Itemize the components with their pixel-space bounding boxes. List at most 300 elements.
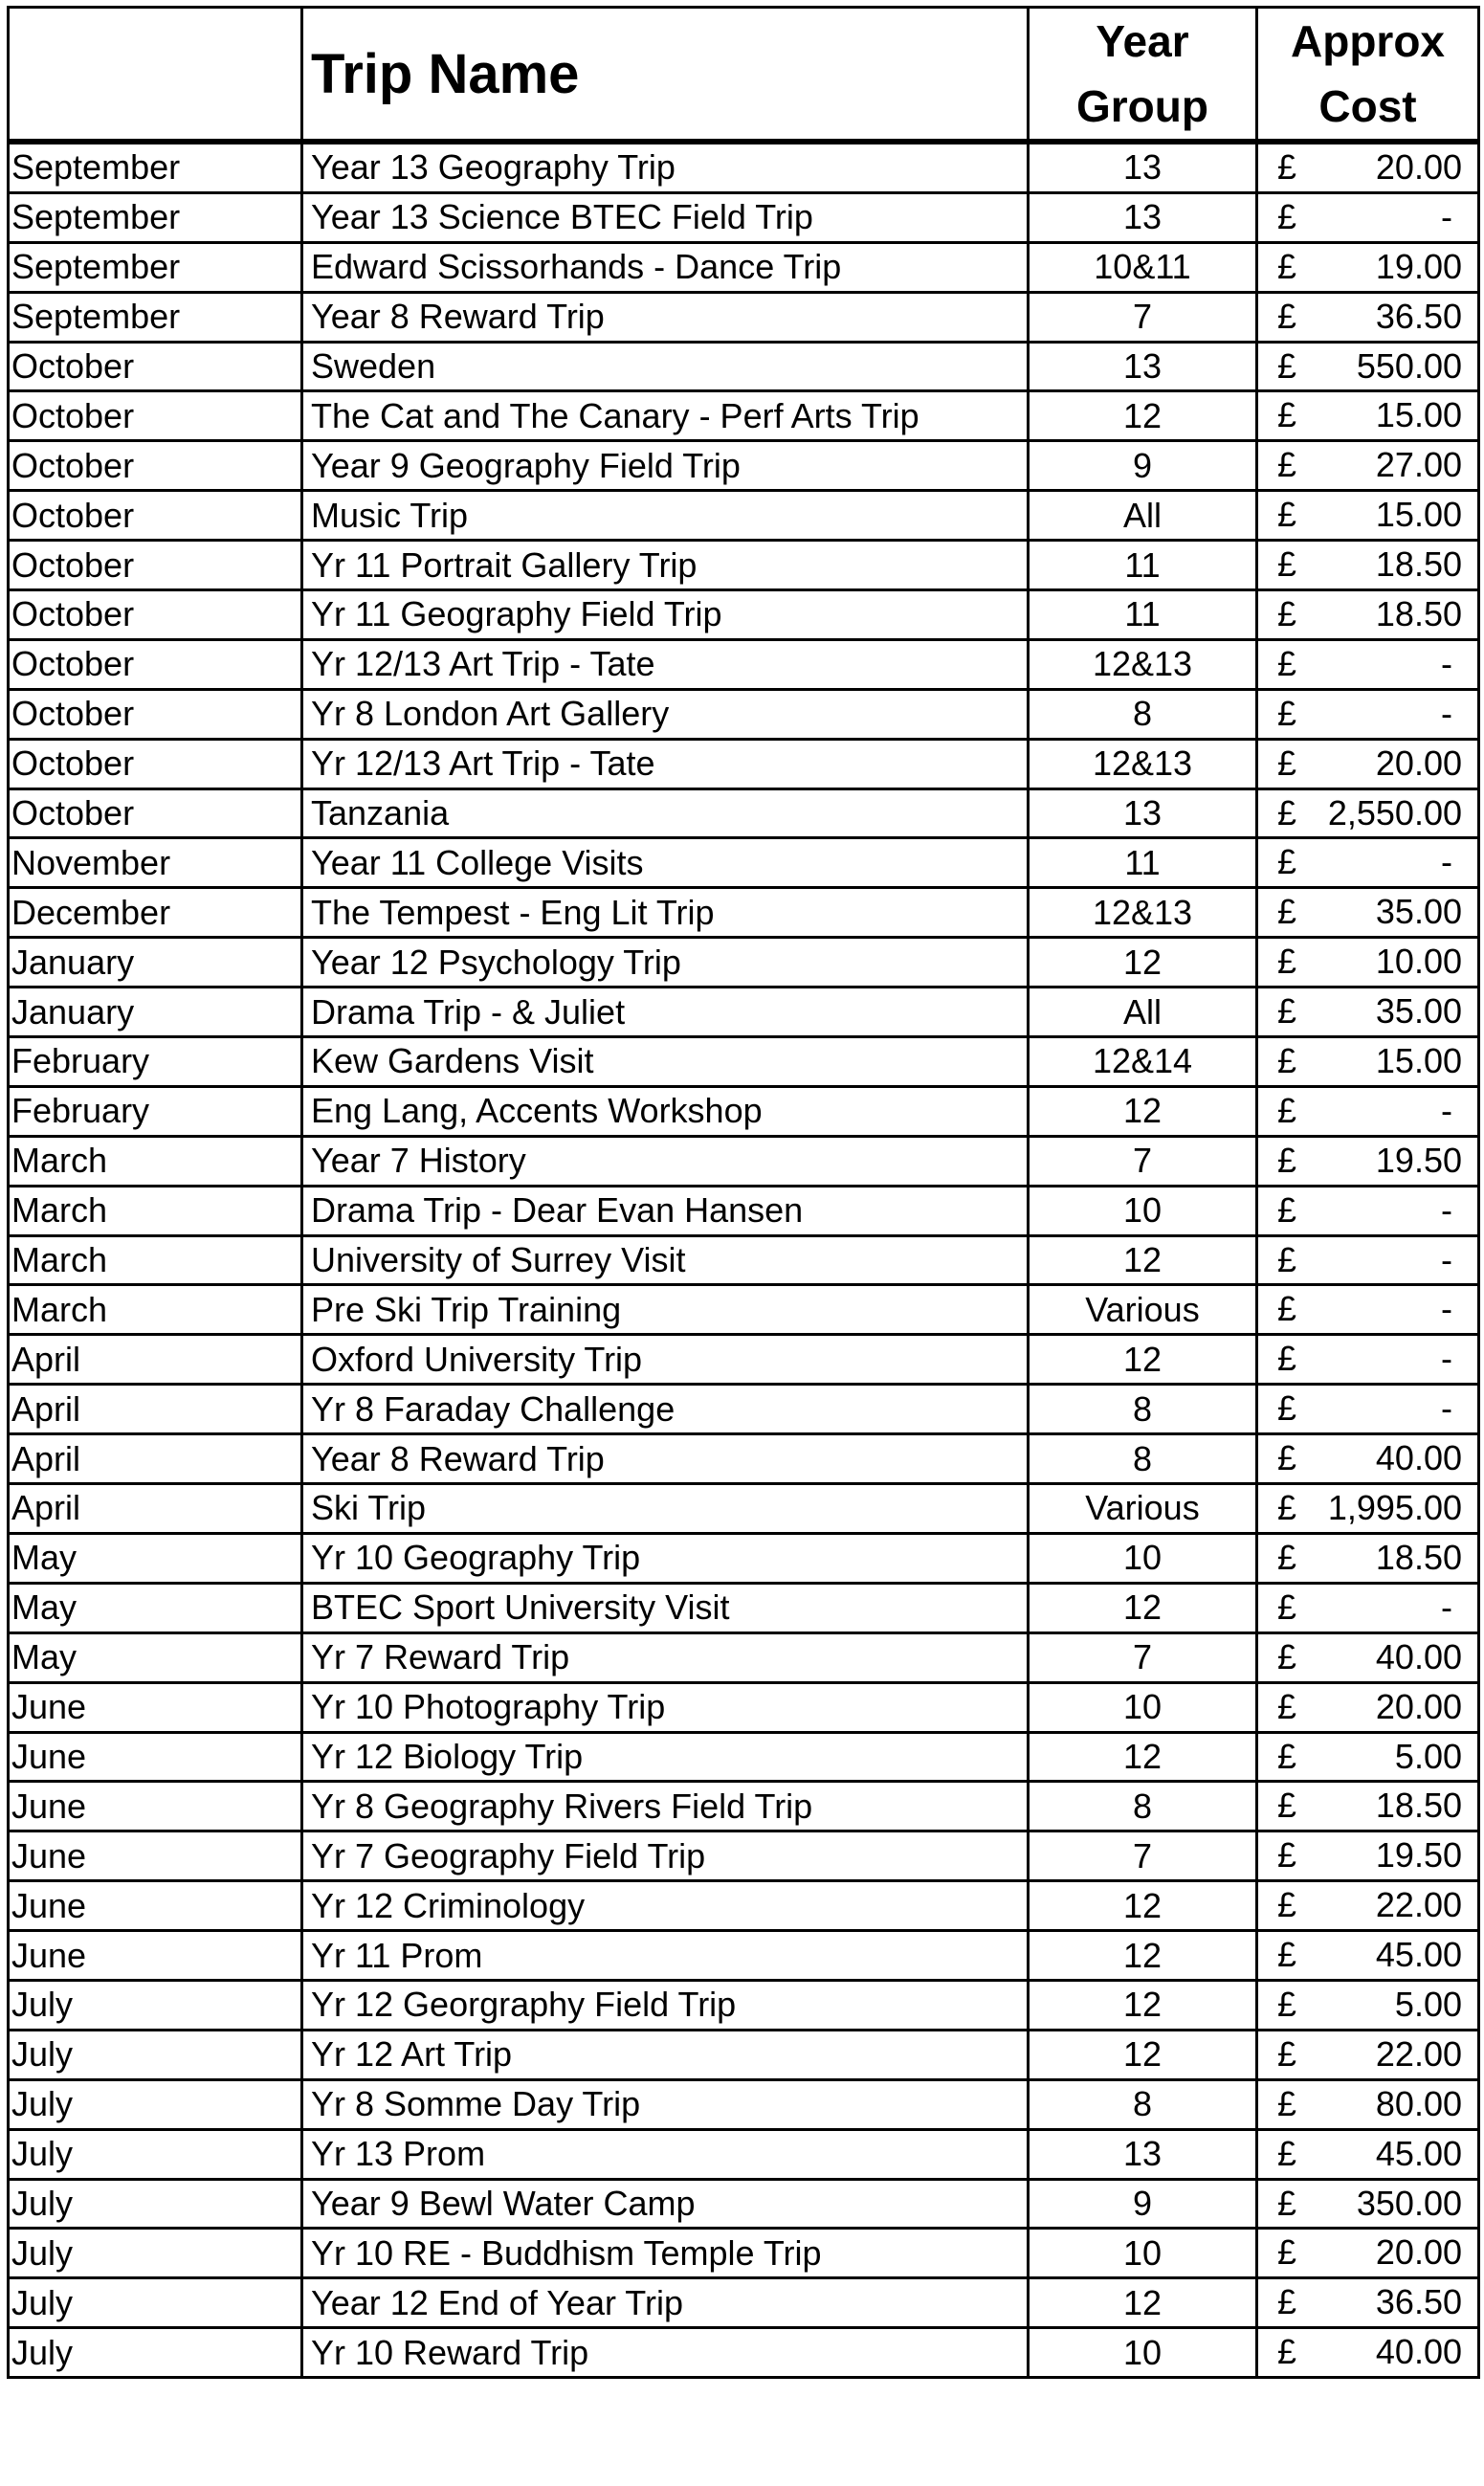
month-cell: June <box>9 1682 302 1732</box>
currency-symbol: £ <box>1277 395 1297 435</box>
table-row <box>9 242 1479 292</box>
year-group-cell: 10 <box>1029 2229 1257 2278</box>
trip-name-cell: Tanzania <box>302 788 1029 838</box>
cost-amount: 40.00 <box>1375 1438 1462 1478</box>
year-group-cell: 12 <box>1029 2030 1257 2079</box>
currency-symbol: £ <box>1277 1140 1297 1180</box>
currency-symbol: £ <box>1277 2033 1297 2074</box>
trip-name-cell: Yr 8 Faraday Challenge <box>302 1385 1029 1434</box>
year-group-cell: 7 <box>1029 1136 1257 1186</box>
month-cell: June <box>9 1732 302 1782</box>
cost-amount: 20.00 <box>1375 147 1462 187</box>
table-row <box>9 1980 1479 2030</box>
year-group-cell: 13 <box>1029 788 1257 838</box>
currency-symbol: £ <box>1277 1090 1297 1130</box>
currency-symbol: £ <box>1277 1289 1297 1329</box>
cost-amount: 5.00 <box>1394 1736 1462 1776</box>
cost-cell <box>1257 689 1479 739</box>
year-group-cell: 8 <box>1029 689 1257 739</box>
month-cell: July <box>9 2079 302 2129</box>
currency-symbol: £ <box>1277 892 1297 932</box>
cost-cell <box>1257 938 1479 988</box>
cost-amount: 45.00 <box>1375 1935 1462 1975</box>
currency-symbol: £ <box>1277 2282 1297 2322</box>
cost-cell <box>1257 1484 1479 1534</box>
year-group-cell: 10&11 <box>1029 242 1257 292</box>
currency-symbol: £ <box>1277 196 1297 236</box>
cost-amount: 40.00 <box>1375 2332 1462 2372</box>
trip-name-cell: Yr 7 Reward Trip <box>302 1632 1029 1682</box>
year-group-cell: 12 <box>1029 1881 1257 1931</box>
cost-amount: 40.00 <box>1375 1636 1462 1676</box>
trip-name-header: Trip Name <box>302 8 1029 143</box>
year-group-cell: 13 <box>1029 192 1257 242</box>
table-row <box>9 1583 1479 1632</box>
cost-amount: 35.00 <box>1375 892 1462 932</box>
cost-amount: - <box>1441 842 1452 882</box>
table-row <box>9 441 1479 491</box>
cost-cell <box>1257 2079 1479 2129</box>
cost-cell <box>1257 2229 1479 2278</box>
cost-cell <box>1257 342 1479 391</box>
table-row <box>9 2229 1479 2278</box>
currency-symbol: £ <box>1277 693 1297 733</box>
currency-symbol: £ <box>1277 1388 1297 1429</box>
cost-amount: - <box>1441 1289 1452 1329</box>
cost-amount: 35.00 <box>1375 991 1462 1032</box>
table-row <box>9 2079 1479 2129</box>
cost-cell <box>1257 2328 1479 2378</box>
year-group-cell: Various <box>1029 1484 1257 1534</box>
cost-amount: 20.00 <box>1375 2232 1462 2273</box>
table-row <box>9 590 1479 640</box>
year-group-cell: 10 <box>1029 2328 1257 2378</box>
cost-cell <box>1257 1881 1479 1931</box>
month-cell: April <box>9 1335 302 1385</box>
cost-cell <box>1257 391 1479 441</box>
table-row <box>9 689 1479 739</box>
cost-cell <box>1257 1682 1479 1732</box>
trip-name-cell: Yr 10 Geography Trip <box>302 1533 1029 1583</box>
cost-amount: 5.00 <box>1394 1984 1462 2024</box>
currency-symbol: £ <box>1277 942 1297 982</box>
trip-name-cell: Music Trip <box>302 491 1029 541</box>
trip-name-cell: Yr 12 Biology Trip <box>302 1732 1029 1782</box>
year-group-cell: 12 <box>1029 1980 1257 2030</box>
year-group-cell: 12 <box>1029 1931 1257 1981</box>
trip-name-cell: Year 13 Science BTEC Field Trip <box>302 192 1029 242</box>
trip-name-cell: Pre Ski Trip Training <box>302 1285 1029 1335</box>
currency-symbol: £ <box>1277 2332 1297 2372</box>
trips-table <box>7 6 1480 2379</box>
currency-symbol: £ <box>1277 1686 1297 1726</box>
year-group-cell: 11 <box>1029 590 1257 640</box>
cost-amount: - <box>1441 1189 1452 1230</box>
cost-amount: - <box>1441 693 1452 733</box>
currency-symbol: £ <box>1277 445 1297 485</box>
trip-name-cell: BTEC Sport University Visit <box>302 1583 1029 1632</box>
year-group-cell: 12&13 <box>1029 639 1257 689</box>
cost-amount: - <box>1441 1090 1452 1130</box>
year-group-cell: 8 <box>1029 1782 1257 1831</box>
year-group-cell: 7 <box>1029 292 1257 342</box>
month-cell: September <box>9 142 302 192</box>
cost-amount: 22.00 <box>1375 1885 1462 1925</box>
cost-amount: 15.00 <box>1375 495 1462 535</box>
trip-name-cell: Sweden <box>302 342 1029 391</box>
cost-cell <box>1257 2278 1479 2328</box>
cost-cell <box>1257 590 1479 640</box>
currency-symbol: £ <box>1277 2133 1297 2173</box>
month-cell: June <box>9 1831 302 1881</box>
month-cell: October <box>9 391 302 441</box>
trips-table-body <box>9 142 1479 2378</box>
year-group-cell: 11 <box>1029 838 1257 888</box>
year-group-cell: 10 <box>1029 1682 1257 1732</box>
trip-name-cell: Year 12 Psychology Trip <box>302 938 1029 988</box>
year-group-cell: 12&13 <box>1029 888 1257 938</box>
trip-name-cell: The Tempest - Eng Lit Trip <box>302 888 1029 938</box>
table-row <box>9 2129 1479 2179</box>
currency-symbol: £ <box>1277 495 1297 535</box>
year-group-cell: 12&13 <box>1029 739 1257 788</box>
currency-symbol: £ <box>1277 1438 1297 1478</box>
trip-name-cell: University of Surrey Visit <box>302 1235 1029 1285</box>
month-cell: May <box>9 1533 302 1583</box>
cost-amount: 19.50 <box>1375 1835 1462 1876</box>
cost-cell <box>1257 639 1479 689</box>
table-row <box>9 1931 1479 1981</box>
cost-amount: 19.50 <box>1375 1140 1462 1180</box>
cost-cell <box>1257 1583 1479 1632</box>
table-row <box>9 2030 1479 2079</box>
cost-amount: 27.00 <box>1375 445 1462 485</box>
table-row <box>9 491 1479 541</box>
cost-amount: 19.00 <box>1375 246 1462 286</box>
currency-symbol: £ <box>1277 1835 1297 1876</box>
cost-amount: 45.00 <box>1375 2133 1462 2173</box>
cost-amount: - <box>1441 1587 1452 1627</box>
cost-cell <box>1257 788 1479 838</box>
cost-amount: - <box>1441 1239 1452 1279</box>
cost-cell <box>1257 1086 1479 1136</box>
year-group-cell: 11 <box>1029 541 1257 590</box>
month-cell: October <box>9 689 302 739</box>
trips-sheet <box>7 6 1477 2379</box>
table-row <box>9 1335 1479 1385</box>
trip-name-cell: Oxford University Trip <box>302 1335 1029 1385</box>
year-group-cell: 12 <box>1029 1086 1257 1136</box>
table-row <box>9 2328 1479 2378</box>
table-row <box>9 342 1479 391</box>
table-row <box>9 1086 1479 1136</box>
month-cell: May <box>9 1583 302 1632</box>
month-cell: July <box>9 2278 302 2328</box>
month-cell: October <box>9 491 302 541</box>
month-cell: July <box>9 2229 302 2278</box>
currency-symbol: £ <box>1277 1587 1297 1627</box>
cost-cell <box>1257 292 1479 342</box>
cost-amount: 15.00 <box>1375 395 1462 435</box>
table-row <box>9 639 1479 689</box>
month-cell: March <box>9 1285 302 1335</box>
table-row <box>9 142 1479 192</box>
cost-cell <box>1257 192 1479 242</box>
currency-symbol: £ <box>1277 2083 1297 2123</box>
year-group-cell: 12 <box>1029 2278 1257 2328</box>
trip-name-cell: Yr 12 Criminology <box>302 1881 1029 1931</box>
currency-symbol: £ <box>1277 296 1297 336</box>
trip-name-cell: Year 13 Geography Trip <box>302 142 1029 192</box>
trip-name-cell: Eng Lang, Accents Workshop <box>302 1086 1029 1136</box>
month-cell: July <box>9 2328 302 2378</box>
table-row <box>9 1831 1479 1881</box>
year-group-cell: Various <box>1029 1285 1257 1335</box>
year-group-cell: 13 <box>1029 342 1257 391</box>
month-cell: July <box>9 2179 302 2229</box>
cost-cell <box>1257 1533 1479 1583</box>
month-cell: April <box>9 1484 302 1534</box>
trip-name-cell: Yr 10 RE - Buddhism Temple Trip <box>302 2229 1029 2278</box>
month-cell: June <box>9 1881 302 1931</box>
trip-name-cell: Yr 11 Prom <box>302 1931 1029 1981</box>
table-row <box>9 1136 1479 1186</box>
cost-cell <box>1257 1285 1479 1335</box>
month-cell: September <box>9 192 302 242</box>
cost-cell <box>1257 441 1479 491</box>
table-row <box>9 1533 1479 1583</box>
trip-name-cell: Yr 11 Portrait Gallery Trip <box>302 541 1029 590</box>
year-group-cell: 12 <box>1029 1732 1257 1782</box>
trip-name-cell: Yr 8 Somme Day Trip <box>302 2079 1029 2129</box>
month-cell: March <box>9 1186 302 1235</box>
month-cell: July <box>9 1980 302 2030</box>
cost-cell <box>1257 1434 1479 1484</box>
cost-cell <box>1257 541 1479 590</box>
month-cell: October <box>9 342 302 391</box>
table-row <box>9 1235 1479 1285</box>
month-cell: January <box>9 988 302 1037</box>
trip-name-cell: Drama Trip - & Juliet <box>302 988 1029 1037</box>
trip-name-cell: Yr 7 Geography Field Trip <box>302 1831 1029 1881</box>
year-group-cell: 12 <box>1029 1583 1257 1632</box>
month-cell: October <box>9 639 302 689</box>
table-row <box>9 888 1479 938</box>
cost-amount: 550.00 <box>1356 345 1462 386</box>
year-group-cell: 12&14 <box>1029 1037 1257 1087</box>
month-cell: June <box>9 1931 302 1981</box>
cost-amount: 18.50 <box>1375 1786 1462 1826</box>
approx-cost-header: Approx Cost <box>1257 8 1479 143</box>
year-group-cell: 12 <box>1029 1235 1257 1285</box>
month-cell: June <box>9 1782 302 1831</box>
trip-name-cell: Ski Trip <box>302 1484 1029 1534</box>
cost-cell <box>1257 988 1479 1037</box>
month-cell: November <box>9 838 302 888</box>
cost-amount: 18.50 <box>1375 544 1462 585</box>
cost-amount: 350.00 <box>1356 2183 1462 2223</box>
cost-cell <box>1257 1782 1479 1831</box>
cost-cell <box>1257 1037 1479 1087</box>
cost-cell <box>1257 1931 1479 1981</box>
table-row <box>9 2278 1479 2328</box>
table-row <box>9 788 1479 838</box>
header-row <box>9 8 1479 143</box>
currency-symbol: £ <box>1277 743 1297 783</box>
cost-cell <box>1257 1632 1479 1682</box>
currency-symbol: £ <box>1277 2183 1297 2223</box>
table-row <box>9 1682 1479 1732</box>
cost-amount: 18.50 <box>1375 1537 1462 1577</box>
month-cell: September <box>9 292 302 342</box>
cost-cell <box>1257 2030 1479 2079</box>
cost-cell <box>1257 1186 1479 1235</box>
month-cell: December <box>9 888 302 938</box>
cost-amount: 36.50 <box>1375 296 1462 336</box>
table-row <box>9 1434 1479 1484</box>
cost-cell <box>1257 1831 1479 1881</box>
cost-cell <box>1257 1385 1479 1434</box>
year-group-cell: 7 <box>1029 1831 1257 1881</box>
year-group-cell: 10 <box>1029 1186 1257 1235</box>
year-group-cell: 8 <box>1029 1385 1257 1434</box>
trip-name-cell: Year 8 Reward Trip <box>302 292 1029 342</box>
cost-amount: 20.00 <box>1375 743 1462 783</box>
month-cell: October <box>9 788 302 838</box>
cost-amount: 22.00 <box>1375 2033 1462 2074</box>
trip-name-cell: Kew Gardens Visit <box>302 1037 1029 1087</box>
currency-symbol: £ <box>1277 1041 1297 1081</box>
trip-name-cell: Yr 10 Reward Trip <box>302 2328 1029 2378</box>
month-cell: February <box>9 1037 302 1087</box>
currency-symbol: £ <box>1277 991 1297 1032</box>
currency-symbol: £ <box>1277 594 1297 634</box>
cost-cell <box>1257 491 1479 541</box>
cost-amount: - <box>1441 196 1452 236</box>
table-row <box>9 391 1479 441</box>
month-cell: March <box>9 1235 302 1285</box>
trip-name-cell: Yr 8 Geography Rivers Field Trip <box>302 1782 1029 1831</box>
table-row <box>9 1881 1479 1931</box>
year-group-cell: 8 <box>1029 1434 1257 1484</box>
cost-amount: 10.00 <box>1375 942 1462 982</box>
currency-symbol: £ <box>1277 1786 1297 1826</box>
month-cell: July <box>9 2129 302 2179</box>
year-group-cell: 13 <box>1029 142 1257 192</box>
currency-symbol: £ <box>1277 1636 1297 1676</box>
cost-amount: 18.50 <box>1375 594 1462 634</box>
year-group-cell: All <box>1029 491 1257 541</box>
table-row <box>9 1385 1479 1434</box>
currency-symbol: £ <box>1277 1488 1297 1528</box>
month-cell: July <box>9 2030 302 2079</box>
table-row <box>9 838 1479 888</box>
table-row <box>9 1037 1479 1087</box>
cost-amount: 2,550.00 <box>1327 792 1462 832</box>
year-group-cell: 12 <box>1029 938 1257 988</box>
year-group-cell: 8 <box>1029 2079 1257 2129</box>
month-cell: April <box>9 1385 302 1434</box>
cost-cell <box>1257 2179 1479 2229</box>
cost-cell <box>1257 1136 1479 1186</box>
currency-symbol: £ <box>1277 2232 1297 2273</box>
trip-name-cell: Year 12 End of Year Trip <box>302 2278 1029 2328</box>
year-group-cell: 10 <box>1029 1533 1257 1583</box>
currency-symbol: £ <box>1277 147 1297 187</box>
table-row <box>9 1484 1479 1534</box>
currency-symbol: £ <box>1277 246 1297 286</box>
cost-amount: - <box>1441 643 1452 683</box>
trip-name-cell: Yr 12 Art Trip <box>302 2030 1029 2079</box>
cost-cell <box>1257 838 1479 888</box>
cost-cell <box>1257 142 1479 192</box>
trip-name-cell: Yr 11 Geography Field Trip <box>302 590 1029 640</box>
month-cell: October <box>9 541 302 590</box>
trip-name-cell: Year 11 College Visits <box>302 838 1029 888</box>
month-cell: September <box>9 242 302 292</box>
trip-name-cell: Yr 8 London Art Gallery <box>302 689 1029 739</box>
table-row <box>9 541 1479 590</box>
table-row <box>9 1186 1479 1235</box>
currency-symbol: £ <box>1277 1189 1297 1230</box>
currency-symbol: £ <box>1277 1984 1297 2024</box>
cost-cell <box>1257 1235 1479 1285</box>
year-group-cell: 9 <box>1029 2179 1257 2229</box>
cost-cell <box>1257 739 1479 788</box>
trip-name-cell: Year 7 History <box>302 1136 1029 1186</box>
year-group-cell: 12 <box>1029 391 1257 441</box>
cost-cell <box>1257 888 1479 938</box>
cost-cell <box>1257 1335 1479 1385</box>
trip-name-cell: Year 8 Reward Trip <box>302 1434 1029 1484</box>
trip-name-cell: Yr 12/13 Art Trip - Tate <box>302 739 1029 788</box>
month-header <box>9 8 302 143</box>
trip-name-cell: Year 9 Bewl Water Camp <box>302 2179 1029 2229</box>
year-group-cell: 12 <box>1029 1335 1257 1385</box>
cost-amount: - <box>1441 1388 1452 1429</box>
cost-amount: 80.00 <box>1375 2083 1462 2123</box>
table-row <box>9 1732 1479 1782</box>
currency-symbol: £ <box>1277 345 1297 386</box>
trip-name-cell: Yr 10 Photography Trip <box>302 1682 1029 1732</box>
trip-name-cell: The Cat and The Canary - Perf Arts Trip <box>302 391 1029 441</box>
currency-symbol: £ <box>1277 1885 1297 1925</box>
cost-amount: 20.00 <box>1375 1686 1462 1726</box>
currency-symbol: £ <box>1277 1239 1297 1279</box>
cost-cell <box>1257 1980 1479 2030</box>
trip-name-cell: Year 9 Geography Field Trip <box>302 441 1029 491</box>
cost-amount: 15.00 <box>1375 1041 1462 1081</box>
year-group-cell: 13 <box>1029 2129 1257 2179</box>
trip-name-cell: Yr 12 Georgraphy Field Trip <box>302 1980 1029 2030</box>
table-row <box>9 1782 1479 1831</box>
table-row <box>9 192 1479 242</box>
year-group-cell: 7 <box>1029 1632 1257 1682</box>
month-cell: January <box>9 938 302 988</box>
month-cell: April <box>9 1434 302 1484</box>
year-group-cell: 9 <box>1029 441 1257 491</box>
currency-symbol: £ <box>1277 1537 1297 1577</box>
currency-symbol: £ <box>1277 544 1297 585</box>
trip-name-cell: Edward Scissorhands - Dance Trip <box>302 242 1029 292</box>
month-cell: May <box>9 1632 302 1682</box>
month-cell: October <box>9 441 302 491</box>
trip-name-cell: Yr 13 Prom <box>302 2129 1029 2179</box>
table-row <box>9 292 1479 342</box>
year-group-header: Year Group <box>1029 8 1257 143</box>
cost-cell <box>1257 1732 1479 1782</box>
table-row <box>9 1632 1479 1682</box>
